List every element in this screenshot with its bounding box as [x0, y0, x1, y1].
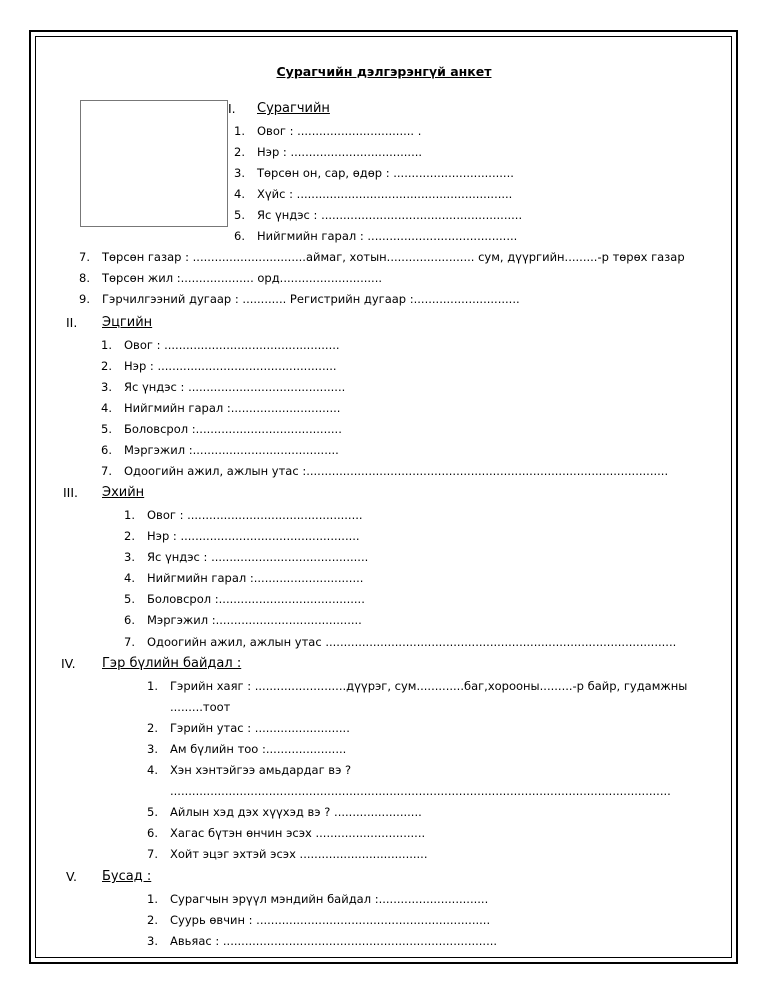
s5-item-1-field[interactable]: Сурагчын эрүүл мэндийн байдал :.............................. — [170, 892, 489, 906]
s3-item-6-field[interactable]: Мэргэжил :........................................ — [147, 613, 362, 627]
s4-item-3-field[interactable]: Ам бүлийн тоо :...................... — [170, 742, 347, 756]
s2-item-1-field[interactable]: Овог : ................................................ — [124, 338, 340, 352]
s2-item-4-field[interactable]: Нийгмийн гарал :.............................. — [124, 401, 341, 415]
s3-item-4-number: 4. — [124, 571, 135, 585]
s1-item-7-number: 7. — [79, 250, 90, 264]
section-4-numeral: IV. — [61, 656, 76, 671]
s2-item-7-number: 7. — [101, 464, 112, 478]
s4-item-6-number: 6. — [147, 826, 158, 840]
s4-item-2-number: 2. — [147, 721, 158, 735]
s2-item-2-number: 2. — [101, 359, 112, 373]
s2-item-7-field[interactable]: Одоогийн ажил, ажлын утас :................................................................................................... — [124, 464, 669, 478]
s3-item-3-number: 3. — [124, 550, 135, 564]
s3-item-1-field[interactable]: Овог : ................................................ — [147, 508, 363, 522]
section-4-heading: Гэр бүлийн байдал : — [102, 656, 242, 671]
section-2-numeral: II. — [66, 315, 78, 330]
s1-item-6-number: 6. — [234, 229, 245, 243]
s3-item-7-number: 7. — [124, 635, 135, 649]
s3-item-3-field[interactable]: Яс үндэс : ........................................... — [147, 550, 369, 564]
s4-item-4-number: 4. — [147, 763, 158, 777]
s1-item-3-field[interactable]: Төрсөн он, сар, өдөр : ................................. — [257, 166, 514, 180]
s1-item-8-field[interactable]: Төрсөн жил :.................... орд............................ — [102, 271, 383, 285]
section-3-numeral: III. — [63, 485, 79, 500]
s2-item-2-field[interactable]: Нэр : ................................................. — [124, 359, 337, 373]
s3-item-2-number: 2. — [124, 529, 135, 543]
s1-item-4-number: 4. — [234, 187, 245, 201]
s4-item-6-field[interactable]: Хагас бүтэн өнчин эсэх .............................. — [170, 826, 426, 840]
s4-item-1-field-cont[interactable]: .........тоот — [170, 700, 231, 714]
s2-item-6-field[interactable]: Мэргэжил :........................................ — [124, 443, 339, 457]
s4-item-4-field[interactable]: Хэн хэнтэйгээ амьдардаг вэ ? — [170, 763, 352, 777]
s2-item-4-number: 4. — [101, 401, 112, 415]
s1-item-1-field[interactable]: Овог : ................................ . — [257, 124, 422, 138]
s4-item-1-number: 1. — [147, 679, 158, 693]
s1-item-7-field[interactable]: Төрсөн газар : ...............................аймаг, хотын........................ сум, дүүргийн.........-р төрөх газар — [102, 250, 685, 264]
s5-item-3-field[interactable]: Авьяас : ........................................................................... — [170, 934, 498, 948]
s1-item-5-field[interactable]: Яс үндэс : ....................................................... — [257, 208, 523, 222]
s2-item-3-number: 3. — [101, 380, 112, 394]
s1-item-9-field[interactable]: Гэрчилгээний дугаар : ............ Регистрийн дугаар :............................. — [102, 292, 520, 306]
s3-item-6-number: 6. — [124, 613, 135, 627]
section-1-heading: Сурагчийн — [257, 101, 330, 116]
s3-item-5-field[interactable]: Боловсрол :........................................ — [147, 592, 365, 606]
s1-item-8-number: 8. — [79, 271, 90, 285]
s4-item-3-number: 3. — [147, 742, 158, 756]
section-5-numeral: V. — [66, 869, 77, 884]
s3-item-2-field[interactable]: Нэр : ................................................. — [147, 529, 360, 543]
section-5-heading: Бусад : — [102, 869, 152, 884]
s1-item-4-field[interactable]: Хүйс : ........................................................... — [257, 187, 513, 201]
s5-item-3-number: 3. — [147, 934, 158, 948]
document-title: Сурагчийн дэлгэрэнгүй анкет — [276, 64, 492, 79]
s2-item-3-field[interactable]: Яс үндэс : ........................................... — [124, 380, 346, 394]
s1-item-9-number: 9. — [79, 292, 90, 306]
s3-item-5-number: 5. — [124, 592, 135, 606]
s4-item-1-field[interactable]: Гэрийн хаяг : .........................дүүрэг, сум.............баг,хорооны.........-р байр, гудамжны — [170, 679, 688, 693]
s1-item-2-field[interactable]: Нэр : .................................... — [257, 145, 423, 159]
s4-item-7-field[interactable]: Хойт эцэг эхтэй эсэх ................................... — [170, 847, 428, 861]
s3-item-7-field[interactable]: Одоогийн ажил, ажлын утас ................................................................................................ — [147, 635, 677, 649]
s5-item-2-field[interactable]: Суурь өвчин : ................................................................ — [170, 913, 491, 927]
section-2-heading: Эцгийн — [102, 315, 153, 330]
s4-item-7-number: 7. — [147, 847, 158, 861]
s3-item-4-field[interactable]: Нийгмийн гарал :.............................. — [147, 571, 364, 585]
s4-item-5-number: 5. — [147, 805, 158, 819]
s3-item-1-number: 1. — [124, 508, 135, 522]
s1-item-1-number: 1. — [234, 124, 245, 138]
photo-placeholder-box — [80, 100, 228, 227]
s2-item-6-number: 6. — [101, 443, 112, 457]
section-1-numeral: I. — [228, 101, 236, 116]
s2-item-1-number: 1. — [101, 338, 112, 352]
s1-item-5-number: 5. — [234, 208, 245, 222]
s1-item-6-field[interactable]: Нийгмийн гарал : ......................................... — [257, 229, 518, 243]
s2-item-5-number: 5. — [101, 422, 112, 436]
s5-item-1-number: 1. — [147, 892, 158, 906]
s5-item-2-number: 2. — [147, 913, 158, 927]
s1-item-3-number: 3. — [234, 166, 245, 180]
s1-item-2-number: 2. — [234, 145, 245, 159]
s4-item-5-field[interactable]: Айлын хэд дэх хүүхэд вэ ? ........................ — [170, 805, 422, 819]
s2-item-5-field[interactable]: Боловсрол :........................................ — [124, 422, 342, 436]
section-3-heading: Эхийн — [102, 485, 145, 500]
s4-item-4-field-cont[interactable]: ......................................................................................................................................... — [170, 784, 671, 798]
s4-item-2-field[interactable]: Гэрийн утас : .......................... — [170, 721, 350, 735]
